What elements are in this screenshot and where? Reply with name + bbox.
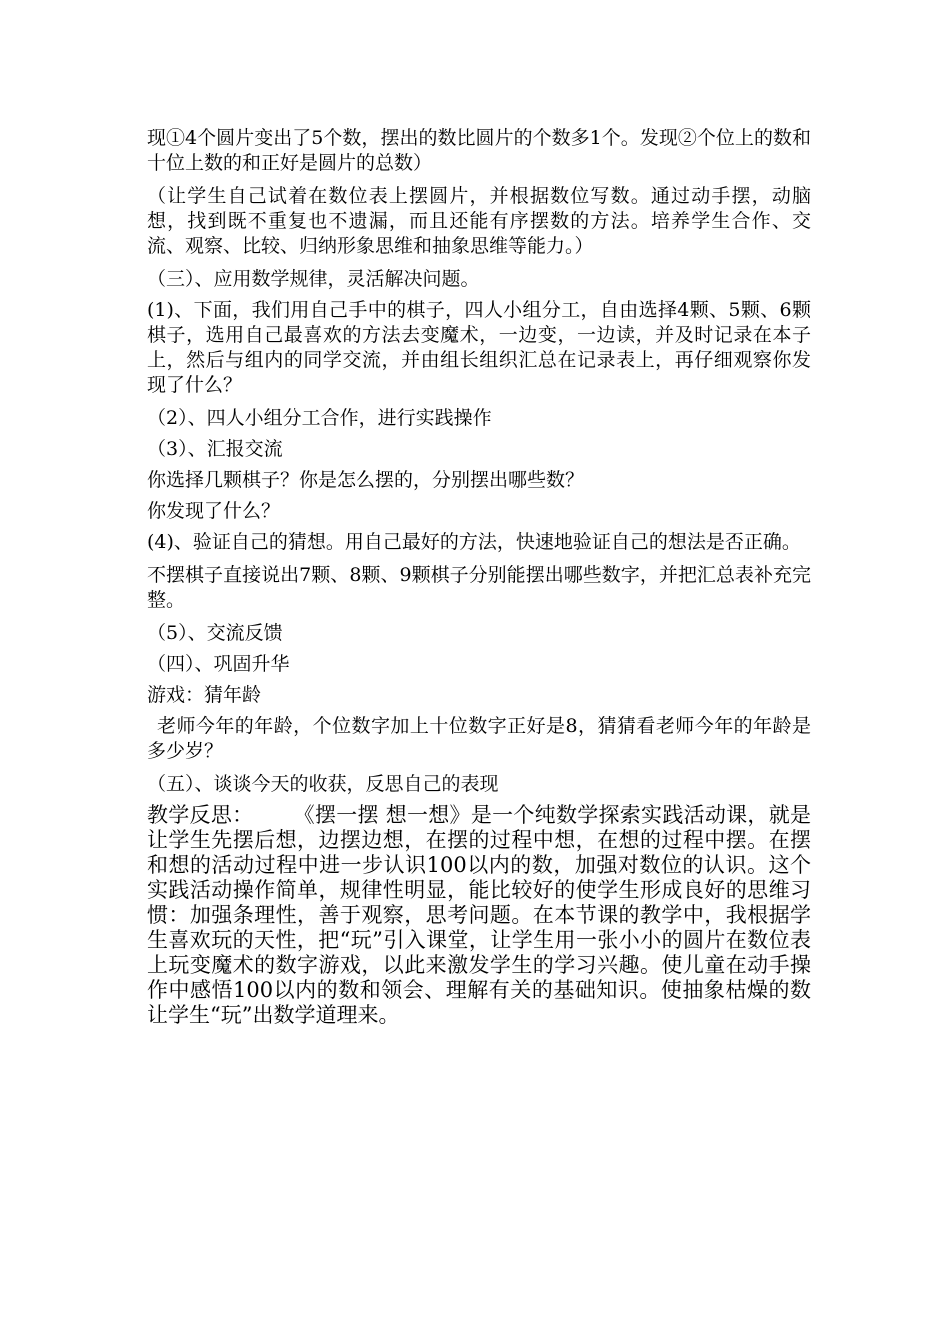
document-page [147,126,811,1028]
section-heading-three: （三）、应用数学规律，灵活解决问题。 [147,268,480,290]
reflection-text: 《摆一摆 想一想》是一个纯数学探索实践活动课，就是让学生先摆后想，边摆边想，在摆的过程中想，在想的过程中摆。在摆和想的活动过程中进一步认识100以内的数，加强对数位的认识。这个实践活动操作简单，规律性明显，能比较好的使学生形成良好的思维习惯：加强条理性，善于观察，思考问题。在本节课的教学中，我根据学生喜欢玩的天性，把“玩”引入课堂，让学生用一张小小的圆片在数位表上玩变魔术的数字游戏，以此来激发学生的学习兴趣。使儿童在动手操作中感悟100以内的数和领会、理解有关的基础知识。使抽象枯燥的数让学生“玩”出数学道理来。 [147,803,811,1027]
paragraph-game-title: 游戏：猜年龄 [147,684,262,706]
paragraph-game-question: 老师今年的年龄，个位数字加上十位数字正好是8，猜猜看老师今年的年龄是多少岁？ [147,715,811,762]
reflection-label: 教学反思： [147,803,254,827]
paragraph-discovery: 现①4个圆片变出了5个数，摆出的数比圆片的个数多1个。发现②个位上的数和十位上数的和正好是圆片的总数） [147,127,811,174]
paragraph-question-2: 你发现了什么？ [147,500,281,522]
paragraph-step-5: （5）、交流反馈 [147,622,283,644]
paragraph-verify: 不摆棋子直接说出7颗、8颗、9颗棋子分别能摆出哪些数字，并把汇总表补充完整。 [147,564,811,611]
section-heading-four: （四）、巩固升华 [147,653,290,675]
paragraph-question-1: 你选择几颗棋子？你是怎么摆的，分别摆出哪些数？ [147,469,585,491]
paragraph-step-4: (4)、验证自己的猜想。用自己最好的方法，快速地验证自己的想法是否正确。 [147,531,801,553]
section-heading-five: （五）、谈谈今天的收获，反思自己的表现 [147,773,499,795]
paragraph-student-activity: （让学生自己试着在数位表上摆圆片，并根据数位写数。通过动手摆，动脑想，找到既不重复也不遗漏，而且还能有序摆数的方法。培养学生合作、交流、观察、比较、归纳形象思维和抽象思维等能力。） [147,185,811,257]
teaching-reflection [147,803,811,1028]
paragraph-step-3: （3）、汇报交流 [147,438,283,460]
paragraph-step-2: （2）、四人小组分工合作，进行实践操作 [147,407,492,429]
paragraph-step-1: (1)、下面，我们用自己手中的棋子，四人小组分工，自由选择4颗、5颗、6颗棋子，选用自己最喜欢的方法去变魔术，一边变，一边读，并及时记录在本子上，然后与组内的同学交流，并由组长组织汇总在记录表上，再仔细观察你发现了什么？ [147,299,811,396]
